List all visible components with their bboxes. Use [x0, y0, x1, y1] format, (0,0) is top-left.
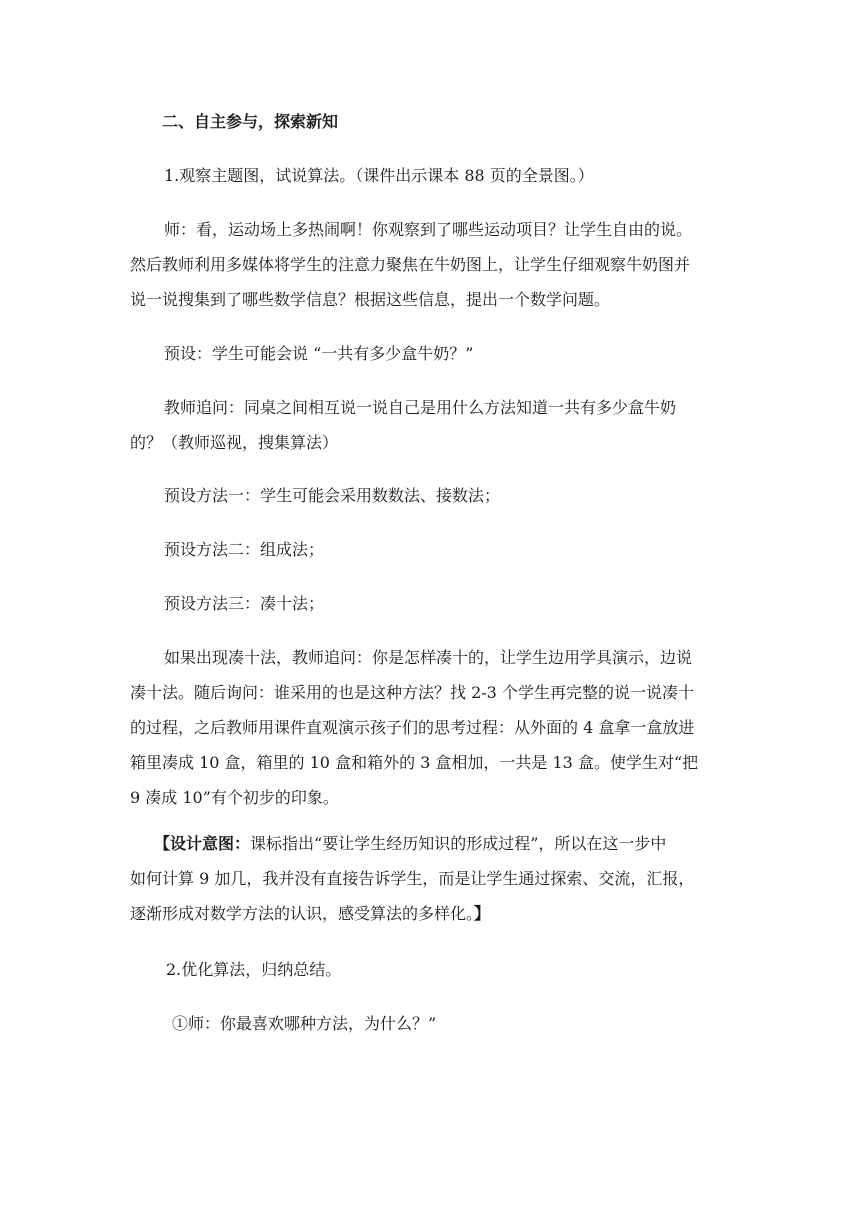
method-1: 预设方法一：学生可能会采用数数法、接数法； [164, 486, 501, 505]
teacher-line-1: 师：看，运动场上多热闹啊！你观察到了哪些运动项目？让学生自由的说。 [164, 220, 693, 239]
design-intent-line-3 [130, 896, 730, 931]
design-intent-line-1 [154, 826, 754, 861]
followup-line-2: 的？（教师巡视，搜集算法） [130, 433, 339, 452]
preset-answer: 预设：学生可能会说 “一共有多少盒牛奶？” [164, 344, 474, 363]
teacher-question: ①师：你最喜欢哪种方法，为什么？” [172, 1014, 437, 1033]
section-heading: 二、自主参与，探索新知 [162, 112, 339, 131]
teacher-line-2: 然后教师利用多媒体将学生的注意力聚焦在牛奶图上，让学生仔细观察牛奶图并 [130, 255, 691, 274]
make-ten-line-3: 的过程，之后教师用课件直观演示孩子们的思考过程：从外面的 4 盒拿一盒放进 [130, 718, 695, 737]
make-ten-line-1: 如果出现凑十法，教师追问：你是怎样凑十的，让学生边用学具演示，边说 [164, 648, 693, 667]
step-2-title: 2.优化算法，归纳总结。 [166, 960, 342, 979]
design-intent-close: 】 [474, 904, 491, 923]
step-1-title: 1.观察主题图，试说算法。（课件出示课本 88 页的全景图。） [164, 166, 594, 185]
design-intent-label: 【设计意图： [154, 834, 251, 853]
followup-line-1: 教师追问：同桌之间相互说一说自己是用什么方法知道一共有多少盒牛奶 [164, 398, 677, 417]
method-2: 预设方法二：组成法； [164, 540, 325, 559]
method-3: 预设方法三：凑十法； [164, 594, 325, 613]
teacher-line-3: 说一说搜集到了哪些数学信息？根据这些信息，提出一个数学问题。 [130, 290, 611, 309]
design-intent-text-3: 逐渐形成对数学方法的认识，感受算法的多样化。 [130, 904, 475, 923]
make-ten-line-5: 9 凑成 10”有个初步的印象。 [130, 788, 339, 807]
design-intent-text-1: 课标指出“要让学生经历知识的形成过程”，所以在这一步中 [250, 834, 667, 853]
design-intent-line-2: 如何计算 9 加几，我并没有直接告诉学生，而是让学生通过探索、交流，汇报， [130, 869, 695, 888]
make-ten-line-4: 箱里凑成 10 盒，箱里的 10 盒和箱外的 3 盒相加，一共是 13 盒。使学生对“把 [130, 753, 699, 772]
make-ten-line-2: 凑十法。随后询问：谁采用的也是这种方法？找 2-3 个学生再完整的说一说凑十 [130, 683, 694, 702]
